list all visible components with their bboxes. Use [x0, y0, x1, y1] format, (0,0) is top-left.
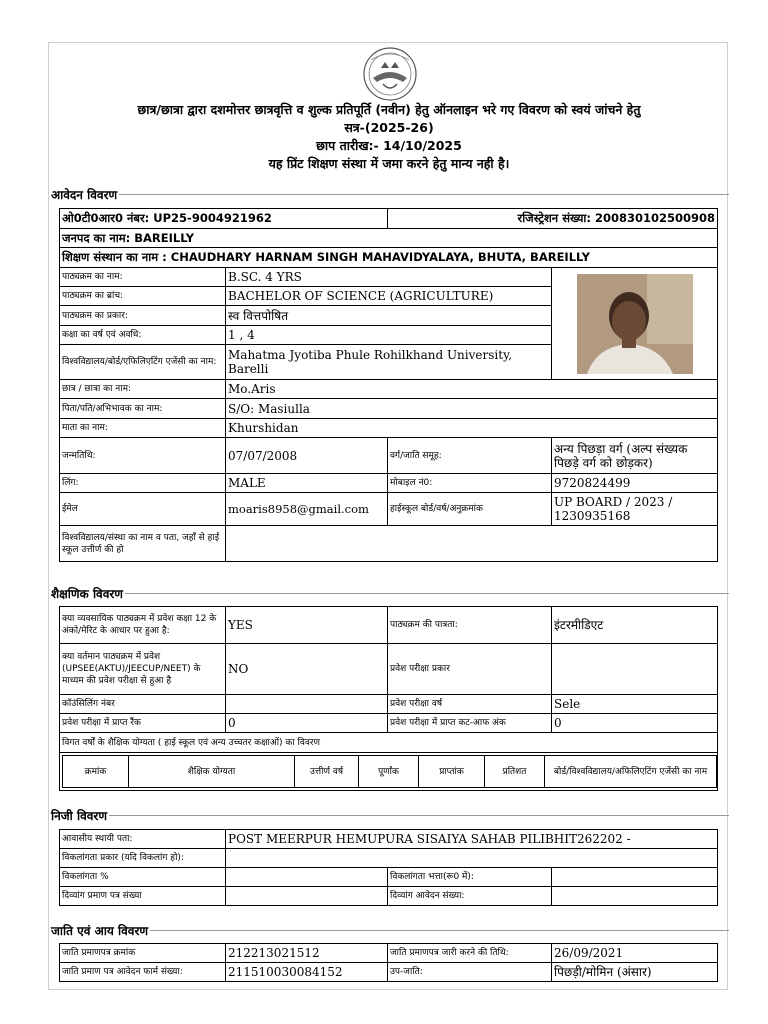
- caste-cert-number-value: 212213021512: [226, 944, 388, 963]
- address-value: POST MEERPUR HEMUPURA SISAIYA SAHAB PILIBHIT262202 -: [226, 830, 718, 849]
- personal-table: [59, 829, 718, 906]
- dob-label: जन्मतिथि:: [60, 438, 226, 474]
- mother-name-label: माता का नाम:: [60, 419, 226, 438]
- divyang-application-label: दिव्यांग आवेदन संख्या:: [388, 887, 552, 906]
- highschool-institute-label: विश्वविद्यालय/संस्था का नाम व पता, जहाँ से हाई स्कूल उत्तीर्ण की हो: [60, 526, 226, 562]
- eligibility-label: पाठ्यक्रम की पात्रता:: [388, 607, 552, 644]
- eligibility-value: इंटरमीडिएट: [552, 607, 718, 644]
- class-year-label: कक्षा का वर्ष एवं अवधि:: [60, 326, 226, 345]
- col-max-marks: पूर्णांक: [359, 756, 419, 788]
- validity-note: यह प्रिंट शिक्षण संस्था में जमा करने हेतु मान्य नही है।: [268, 156, 510, 171]
- gender-label: लिंग:: [60, 474, 226, 493]
- section-title-application: आवेदन विवरण: [51, 188, 118, 202]
- caste-cert-date-value: 26/09/2021: [552, 944, 718, 963]
- student-name-value: Mo.Aris: [226, 380, 718, 399]
- caste-form-number-value: 211510030084152: [226, 963, 388, 982]
- institute-cell: शिक्षण संस्थान का नाम : CHAUDHARY HARNAM SINGH MAHAVIDYALAYA, BHUTA, BAREILLY: [60, 248, 718, 268]
- course-type-label: पाठ्यक्रम का प्रकार:: [60, 306, 226, 326]
- exam-year-label: प्रवेश परीक्षा वर्ष: [388, 695, 552, 714]
- highschool-label: हाईस्कूल बोर्ड/वर्ष/अनुक्रमांक: [388, 493, 552, 526]
- father-name-label: पिता/पति/अभिभावक का नाम:: [60, 399, 226, 419]
- otr-cell: ओ0टी0आर0 नंबर: UP25-9004921962: [60, 209, 388, 229]
- email-value: moaris8958@gmail.com: [226, 493, 388, 526]
- entrance-type-value: [552, 644, 718, 695]
- disability-percent-label: विकलांगता %: [60, 868, 226, 887]
- section-divider: [49, 194, 729, 195]
- col-obtained-marks: प्राप्तांक: [419, 756, 485, 788]
- district-cell: जनपद का नाम: BAREILLY: [60, 229, 718, 248]
- address-label: आवासीय स्थायी पता:: [60, 830, 226, 849]
- caste-cert-number-label: जाति प्रमाणपत्र क्रमांक: [60, 944, 226, 963]
- merit-admission-label: क्या व्यवसायिक पाठ्यक्रम में प्रवेश कक्षा 12 के अंको/मेरिट के आधार पर हुआ है:: [60, 607, 226, 644]
- email-label: ईमेल: [60, 493, 226, 526]
- divyang-certificate-value: [226, 887, 388, 906]
- section-divider: [49, 930, 729, 931]
- course-name-label: पाठ्यक्रम का नाम:: [60, 268, 226, 287]
- branch-value: BACHELOR OF SCIENCE (AGRICULTURE): [226, 287, 552, 306]
- rank-value: 0: [226, 714, 388, 733]
- caste-cert-date-label: जाति प्रमाणपत्र जारी करने की तिथि:: [388, 944, 552, 963]
- counselling-label: कॉउंसिलिंग नंबर: [60, 695, 226, 714]
- father-name-value: S/O: Masiulla: [226, 399, 718, 419]
- disability-type-value: [226, 849, 718, 868]
- session-label: सत्र-(2025-26): [344, 120, 434, 135]
- entrance-type-label: प्रवेश परीक्षा प्रकार: [388, 644, 552, 695]
- disability-percent-value: [226, 868, 388, 887]
- rank-label: प्रवेश परीक्षा में प्राप्त रैंक: [60, 714, 226, 733]
- branch-label: पाठ्यक्रम का ब्रांच:: [60, 287, 226, 306]
- course-name-value: B.SC. 4 YRS: [226, 268, 552, 287]
- cutoff-value: 0: [552, 714, 718, 733]
- university-label: विश्वविद्यालय/बोर्ड/एफिलिएटिंग एजेंसी का नाम:: [60, 345, 226, 380]
- col-serial: क्रमांक: [63, 756, 129, 788]
- disability-allowance-value: [552, 868, 718, 887]
- registration-cell: रजिस्ट्रेशन संख्या: 200830102500908: [388, 209, 718, 229]
- mother-name-value: Khurshidan: [226, 419, 718, 438]
- merit-admission-value: YES: [226, 607, 388, 644]
- disability-allowance-label: विकलांगता भत्ता(रू0 में):: [388, 868, 552, 887]
- disability-type-label: विकलांगता प्रकार (यदि विकलांग हो):: [60, 849, 226, 868]
- highschool-value: UP BOARD / 2023 / 1230935168: [552, 493, 718, 526]
- divyang-application-value: [552, 887, 718, 906]
- col-percentage: प्रतिशत: [485, 756, 545, 788]
- up-government-emblem-icon: [359, 46, 421, 102]
- application-table: [59, 208, 718, 562]
- class-year-value: 1 , 4: [226, 326, 552, 345]
- university-value: Mahatma Jyotiba Phule Rohilkhand University, Barelli: [226, 345, 552, 380]
- category-value: अन्य पिछड़ा वर्ग (अल्प संख्यक पिछड़े वर्ग को छोड़कर): [552, 438, 718, 474]
- past-qualification-heading: विगत वर्षों के शैक्षिक योग्यता ( हाई स्कूल एवं अन्य उच्चतर कक्षाओं) का विवरण: [60, 733, 718, 753]
- cutoff-label: प्रवेश परीक्षा में प्राप्त कट-आफ अंक: [388, 714, 552, 733]
- category-label: वर्ग/जाति समूह:: [388, 438, 552, 474]
- section-title-academic: शैक्षणिक विवरण: [51, 587, 123, 601]
- caste-table: [59, 943, 718, 982]
- counselling-value: [226, 695, 388, 714]
- subcaste-value: पिछड़ी/मोमिन (अंसार): [552, 963, 718, 982]
- print-date: छाप तारीख:- 14/10/2025: [316, 138, 462, 153]
- col-board-name: बोर्ड/विश्वविद्यालय/अफिलिएटिंग एजेंसी का नाम: [545, 756, 717, 788]
- gender-value: MALE: [226, 474, 388, 493]
- section-title-personal: निजी विवरण: [51, 809, 107, 823]
- entrance-admission-value: NO: [226, 644, 388, 695]
- past-qualification-table: [62, 755, 717, 788]
- section-divider: [49, 593, 729, 594]
- course-type-value: स्व वित्तपोषित: [226, 306, 552, 326]
- past-qualification-cell: [60, 753, 718, 791]
- student-name-label: छात्र / छात्रा का नाम:: [60, 380, 226, 399]
- divyang-certificate-label: दिव्यांग प्रमाण पत्र संख्या: [60, 887, 226, 906]
- form-title-line1: छात्र/छात्रा द्वारा दशमोत्तर छात्रवृत्ति व शुल्क प्रतिपूर्ति (नवीन) हेतु ऑनलाइन भरे गए विवरण को स्वयं जांचने हेतु: [137, 102, 641, 117]
- student-photo: [552, 268, 718, 380]
- subcaste-label: उप-जाति:: [388, 963, 552, 982]
- col-pass-year: उत्तीर्ण वर्ष: [295, 756, 359, 788]
- document-header: [49, 43, 729, 183]
- caste-form-number-label: जाति प्रमाण पत्र आवेदन फार्म संख्या:: [60, 963, 226, 982]
- document-page: [48, 42, 728, 990]
- highschool-institute-value: [226, 526, 718, 562]
- entrance-admission-label: क्या वर्तमान पाठ्यक्रम में प्रवेश (UPSEE(AKTU)/JEECUP/NEET) के माध्यम की प्रवेश परीक्षा से हुआ है: [60, 644, 226, 695]
- exam-year-value: Sele: [552, 695, 718, 714]
- section-title-caste: जाति एवं आय विवरण: [51, 924, 149, 938]
- mobile-label: मोबाइल नं0:: [388, 474, 552, 493]
- dob-value: 07/07/2008: [226, 438, 388, 474]
- mobile-value: 9720824499: [552, 474, 718, 493]
- academic-table: [59, 606, 718, 791]
- col-qualification: शैक्षिक योग्यता: [129, 756, 295, 788]
- section-divider: [49, 815, 729, 816]
